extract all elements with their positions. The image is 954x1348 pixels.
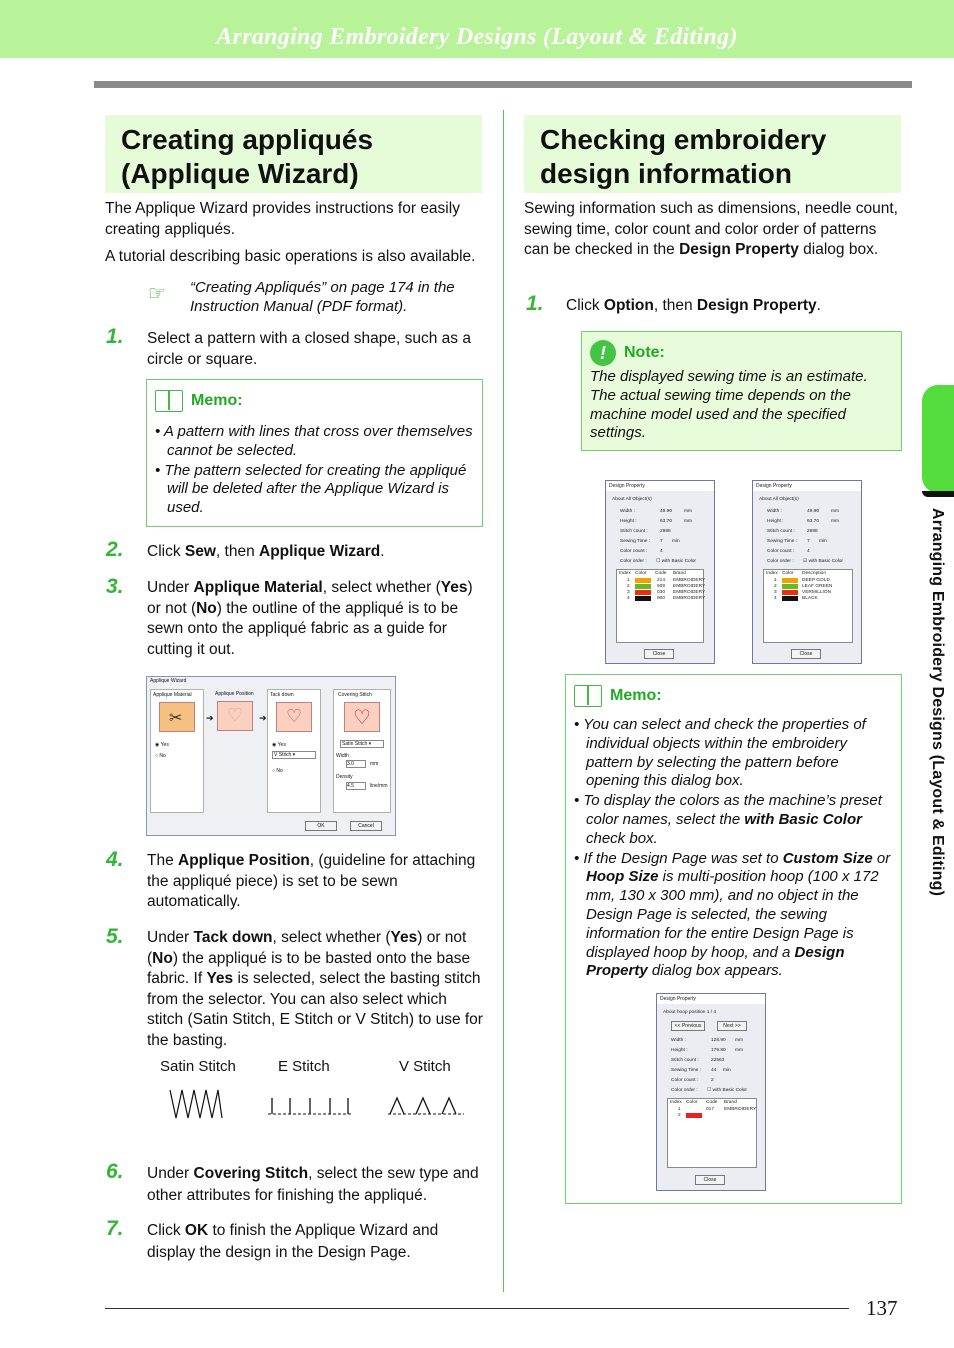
close-button[interactable]: Close: [791, 649, 821, 659]
exclamation-icon: !: [590, 340, 616, 366]
stitch-label: V Stitch: [399, 1058, 451, 1075]
v-stitch-icon: [386, 1094, 466, 1118]
step-7-text: Click OK to finish the Applique Wizard and display the design in the Design Page.: [147, 1222, 439, 1261]
memo-list: [574, 716, 893, 981]
title-line-2: (Applique Wizard): [121, 158, 359, 189]
covering-select[interactable]: Satin Stitch ▾: [340, 740, 384, 748]
memo-item: • A pattern with lines that cross over themselves cannot be selected.: [155, 423, 474, 461]
color-table: Index Color Code Brand 1 214 EMBROIDERY 2 509 EMBROIDERY 3 030 EMBROIDERY 4 900 EMBROIDERY: [616, 569, 704, 643]
section-title-design-info: [524, 115, 901, 193]
stitch-label: E Stitch: [278, 1058, 330, 1075]
heart-outline-icon: ♡: [217, 701, 253, 731]
memo-item: • You can select and check the properties of individual objects within the embroidery pattern by selecting the pattern before opening this dialog box.: [574, 716, 893, 791]
header-title: Arranging Embroidery Designs (Layout & Editing): [216, 24, 738, 50]
stitch-select[interactable]: V Stitch ▾: [272, 751, 316, 759]
memo-label: Memo:: [610, 687, 662, 704]
chapter-tab: [922, 385, 954, 493]
ok-button[interactable]: OK: [305, 821, 337, 831]
intro-text: The Applique Wizard provides instructions for easily creating appliqués.: [105, 200, 460, 238]
step-number: 1.: [106, 325, 124, 348]
panel-applique-position: Applique Position ♡: [215, 689, 263, 813]
heart-satin-icon: ♡: [344, 702, 380, 732]
design-property-dialog-code: Design Property About All Object(s) Width : 49.90 mm Height : 63.70 mm Stitch count : 2988 Sewing Time : 7 min Color count : 4 Color order : ☐ with Basic Color Index Color Code Brand 1 214 EMBROIDERY 2 509 EMBROIDERY 3 030 EMBROIDERY 4 900 EMBROIDERY Close: [605, 480, 715, 664]
memo-box-left: [146, 379, 483, 527]
step-number: 1.: [526, 292, 544, 315]
step-1-text: Select a pattern with a closed shape, such as a circle or square.: [147, 330, 471, 368]
tutorial-text: A tutorial describing basic operations is also available.: [105, 248, 476, 265]
book-icon: [574, 685, 602, 707]
memo-item: • If the Design Page was set to Custom Size or Hoop Size is multi-position hoop (100 x 172 mm, 130 x 300 mm), and no object in the Design Page is selected, the sewing information for the entire Design Page is displayed hoop by hoop, and a Design Property dialog box appears.: [574, 850, 893, 982]
step-number: 6.: [106, 1160, 124, 1183]
memo-label: Memo:: [191, 392, 243, 409]
panel-tack-down: Tack down ♡ ◉ Yes V Stitch ▾ ○ No: [267, 689, 321, 813]
close-button[interactable]: Close: [695, 1175, 725, 1185]
memo-header: [155, 390, 474, 412]
arrow-icon: ➔: [259, 713, 267, 723]
reference-link[interactable]: “Creating Appliqués” on page 174 in the Instruction Manual (PDF format).: [190, 279, 455, 315]
width-input[interactable]: 3.0: [346, 760, 366, 768]
close-button[interactable]: Close: [644, 649, 674, 659]
panel-applique-material: Applique Material ✂ ◉ Yes ○ No: [150, 689, 204, 813]
memo-item: • To display the colors as the machine’s preset color names, select the with Basic Color check box.: [574, 792, 893, 848]
footer-rule: [105, 1308, 849, 1309]
step-4-text: The Applique Position, (guideline for attaching the appliqué piece) is set to be sewn automatically.: [147, 852, 476, 910]
step-3-text: Under Applique Material, select whether (Yes) or not (No) the outline of the appliqué is to be sewn onto the appliqué fabric as a guide for cutting it out.: [147, 579, 473, 658]
step-6-text: Under Covering Stitch, select the sew type and other attributes for finishing the appliqué.: [147, 1165, 479, 1204]
wizard-title: Applique Wizard: [150, 678, 187, 684]
step-number: 2.: [106, 538, 124, 561]
cancel-button[interactable]: Cancel: [350, 821, 382, 831]
chapter-tab-marker: [922, 491, 954, 497]
step-number: 7.: [106, 1217, 124, 1240]
stitch-label: Satin Stitch: [160, 1058, 236, 1075]
step-1-text: Click Option, then Design Property.: [566, 297, 821, 314]
top-rule: [94, 81, 912, 88]
pointing-hand-icon: ☞: [148, 283, 166, 305]
satin-stitch-icon: [168, 1088, 224, 1120]
step-2-text: Click Sew, then Applique Wizard.: [147, 543, 385, 560]
panel-covering-stitch: Covering Stitch ♡ Satin Stitch ▾ Width 3.0 mm Density 4.5 line/mm: [333, 689, 391, 813]
dialog-title: Design Property: [753, 481, 861, 491]
title-line-1: Creating appliqués: [121, 124, 374, 155]
note-header: [590, 340, 893, 366]
note-box: [581, 331, 902, 451]
memo-header: [574, 685, 893, 707]
dialog-title: Design Property: [657, 994, 765, 1004]
section-title-appliques: [105, 115, 482, 193]
title-line-1: Checking embroidery: [540, 124, 827, 155]
title-line-2: design information: [540, 158, 792, 189]
header-banner: [0, 0, 954, 58]
dialog-title: Design Property: [606, 481, 714, 491]
step-number: 4.: [106, 848, 124, 871]
note-label: Note:: [624, 344, 665, 361]
book-icon: [155, 390, 183, 412]
density-input[interactable]: 4.5: [346, 782, 366, 790]
page-number: 137: [866, 1296, 898, 1320]
design-property-dialog-hoop: Design Property About hoop position 1 / 4 << Previous Next >> Width : 128.90 mm Height : 179.80 mm Stitch count : 22563 Sewing Time : 44 min Color count : 2 Color order : ☐ with Basic Color Index Color Code Brand 1 017 EMBROIDERY 2 Close: [656, 993, 766, 1191]
step-5-text: Under Tack down, select whether (Yes) or not (No) the appliqué is to be basted onto the base fabric. If Yes is selected, select the basting stitch from the selector. You can also select which stitch (Satin Stitch, E Stitch or V Stitch) to use for the basting.: [147, 929, 483, 1049]
previous-button[interactable]: << Previous: [671, 1021, 705, 1031]
color-table: Index Color Code Brand 1 017 EMBROIDERY 2: [667, 1098, 757, 1168]
column-divider: [503, 110, 504, 1292]
heart-stitched-icon: ♡: [276, 702, 312, 732]
step-number: 5.: [106, 925, 124, 948]
chapter-tab-text: Arranging Embroidery Designs (Layout & Editing): [929, 508, 946, 897]
memo-list: [155, 423, 474, 518]
applique-wizard-dialog: [146, 676, 396, 836]
next-button[interactable]: Next >>: [717, 1021, 747, 1031]
color-table: Index Color Description 1 DEEP GOLD 2 LEAF GREEN 3 VERMILLION 4 BLACK: [763, 569, 853, 643]
scissors-heart-icon: ✂: [159, 702, 195, 732]
memo-item: • The pattern selected for creating the appliqué will be deleted after the Applique Wizard is used.: [155, 462, 474, 518]
design-property-dialog-description: Design Property About All Object(s) Width : 49.90 mm Height : 63.70 mm Stitch count : 2988 Sewing Time : 7 min Color count : 4 Color order : ☑ with Basic Color Index Color Description 1 DEEP GOLD 2 LEAF GREEN 3 VERMILLION 4 BLACK Close: [752, 480, 862, 664]
e-stitch-icon: [266, 1094, 354, 1118]
note-text: The displayed sewing time is an estimate. The actual sewing time depends on the machine model used and the specified settings.: [590, 368, 868, 442]
intro-text: Sewing information such as dimensions, needle count, sewing time, color count and color order of patterns can be checked in the Design Property dialog box.: [524, 200, 898, 258]
arrow-icon: ➔: [206, 713, 214, 723]
step-number: 3.: [106, 575, 124, 598]
